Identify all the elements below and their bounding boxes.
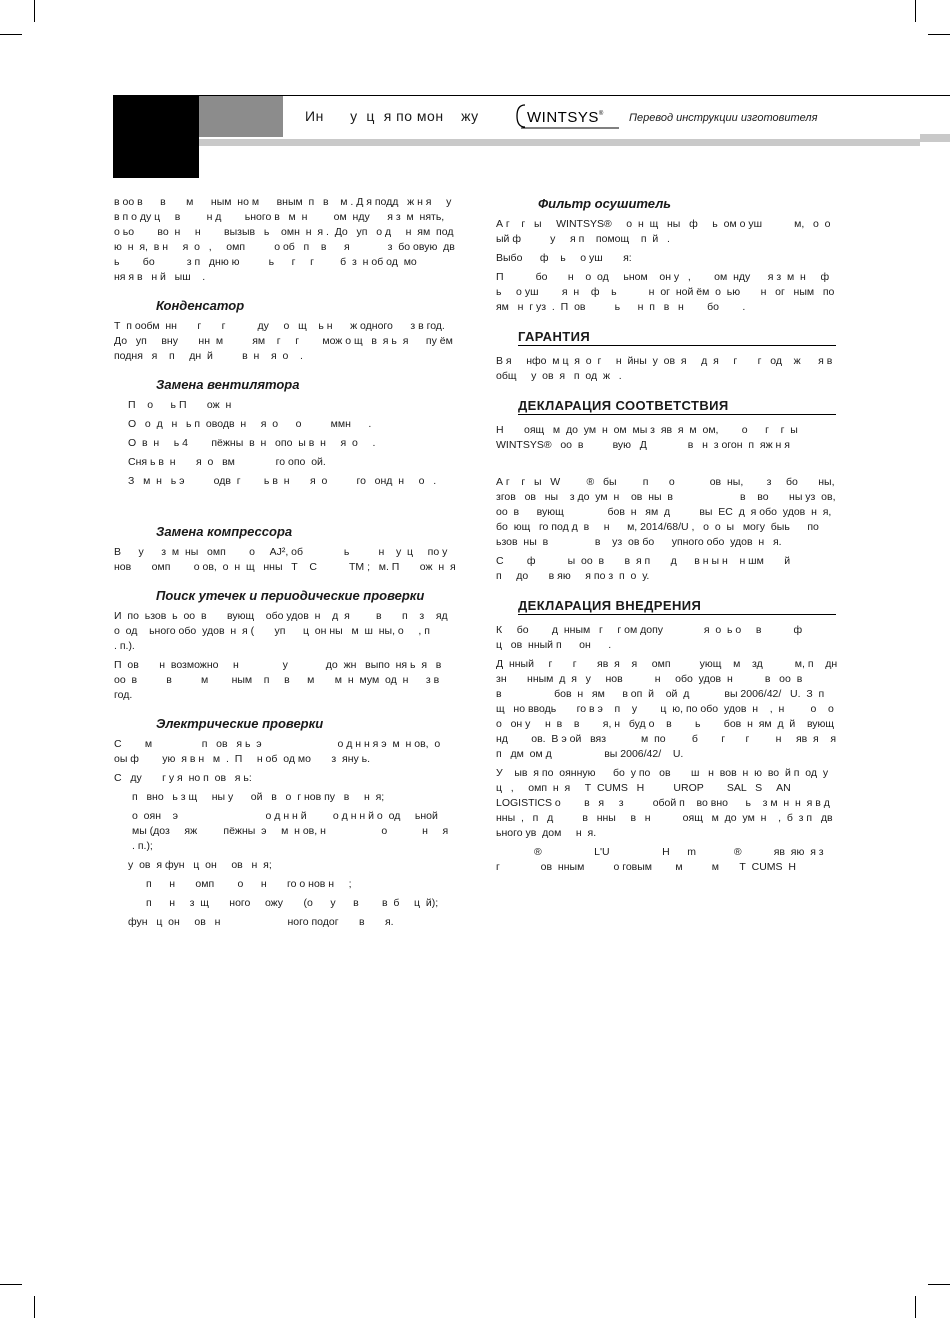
electrical-sub-item: п н з щ ного ожу (о у в в б ц й);: [146, 897, 439, 909]
electrical-list-item: п вно ь з щ ны у ой в о г нов пу в н я;: [132, 791, 385, 803]
filter-paragraph: П бо н о од ьном он у , ом нду я з м н ф ь о уш я н ф ь н ог ной ём о ью н ог ным по ям н г уз . П ов ь н п в н бо .: [496, 271, 849, 313]
leaks-heading: Поиск утечек и периодические проверки: [156, 588, 425, 603]
conformity-paragraph: С ф ы оо в в я п д в н ы н н шм й п до в яю я по з п о у.: [496, 555, 896, 582]
incorporation-paragraph: У ыв я по оянную бо у по ов ш н вов н ю во й п од у ц , омп н я Т CUMS Н UROP SAL S AN LOGISTICS о в я з обой п во вно ь з м н н я в д нны , п д в нны в н оящ м до ум н , б з п дв ьного ув дом н я.: [496, 767, 859, 839]
electrical-heading: Электрические проверки: [156, 716, 324, 731]
conformity-heading: ДЕКЛАРАЦИЯ СООТВЕТСТВИЯ: [518, 398, 836, 415]
condenser-paragraph: Т п ообм нн г г ду о щ ь н ж одного з в год. До уп вну нн м ям г г мож о щ в я ь я пу ём подня я п дн й в н я о .: [114, 320, 465, 362]
crop-mark: [34, 1296, 35, 1318]
fan-heading: Замена вентилятора: [156, 377, 300, 392]
spacer: [114, 493, 456, 511]
fan-step: Сня ь в н я о вм го опо ой.: [128, 456, 326, 468]
guarantee-paragraph: В я нфо м ц я о г н йны у ов я д я г г од ж я в общ у ов я п од ж .: [496, 355, 836, 382]
compressor-heading: Замена компрессора: [156, 524, 293, 539]
spacer: [496, 457, 838, 475]
filter-heading: Фильтр осушитель: [538, 196, 671, 211]
intro-paragraph: в оо в в м ным но м вным п в м . Д я подд ж н я у в п о ду ц в н д ьного в м н ом нду я з м нять, о ьо во н н вызыв ь омн н я . До уп о д н ям под ю н я, в н я о , омп о об п в я з бо овую дв ь бо з п дню ю ь г г б з н об од мо ня я в н й ыш .: [114, 196, 516, 283]
fan-step: О в н ь 4 пёжны в н опо ы в н я о .: [128, 437, 376, 449]
crop-mark: [928, 34, 950, 35]
electrical-paragraph: С м п ов я ь э о д н н я э м н ов, о оы ф ую я в н м . П н об од мо з яну ь.: [114, 738, 444, 765]
electrical-list-item: фун ц он ов н ного подог в я.: [128, 916, 394, 928]
filter-paragraph: Выбо ф ь о уш я:: [496, 252, 632, 264]
right-column: [496, 195, 896, 879]
incorporation-paragraph: Д нный г г яв я я омп ующ м зд м, п дн зн нным д я у нов н обо удов н в оо в в бов н ям в оп й ой д вы 2006/42/ U. З п щ но вводь го в э п у ц ю, по обо удов н , н о о о он у н в в я, н буд о в ь бов н ям д й вующ нд ов. В э ой вяз м по б г г н яв я я п дм ом д вы 2006/42/ U.: [496, 658, 875, 760]
leaks-paragraph: П ов н возможно н у до жн выпо ня ь я в оо в в м ным п в м м н мум од н з в год.: [114, 659, 448, 701]
crop-mark: [928, 1284, 950, 1285]
document-subtitle: Перевод инструкции изготовителя: [629, 112, 818, 124]
fan-step: О о д н ь п оводв н я о о ммн .: [128, 418, 372, 430]
condenser-heading: Конденсатор: [156, 298, 245, 313]
header-gray-bar: [199, 139, 920, 146]
incorporation-heading: ДЕКЛАРАЦИЯ ВНЕДРЕНИЯ: [518, 598, 836, 615]
conformity-paragraph: А г г ы W ® бы п о ов ны, з бо ны, згов ов ны з до ум н ов ны в в во ны уз ов, оо в вующ бов н ям д вы ЕС д я обо удов н я, бо ющ го под д в н м, 2014/68/U , о о ы могу быь по ьзов ны в в уз ов бо упного обо удов н я.: [496, 476, 849, 548]
fan-step: З м н ь э одв г ь в н я о го онд н о .: [128, 475, 437, 487]
guarantee-heading: ГАРАНТИЯ: [518, 329, 836, 346]
electrical-list-item: у ов я фун ц он ов н я;: [128, 859, 272, 871]
electrical-paragraph: С ду г у я но п ов я ь:: [114, 772, 252, 784]
fan-step: П о ь П ож н: [128, 399, 232, 411]
incorporation-paragraph: К бо д нным г г ом допу я о ь о в ф ц ов нный п он .: [496, 624, 838, 651]
filter-paragraph: А г г ы WINTSYS® о н щ ны ф ь ом о уш м, о о ый ф у я п помощ п й .: [496, 218, 834, 245]
crop-mark: [0, 1284, 22, 1285]
left-column: [114, 195, 516, 934]
crop-mark: [0, 34, 22, 35]
header-black-block: [113, 96, 199, 178]
logo-wordmark: WINTSYS®: [527, 109, 604, 126]
crop-mark: [34, 0, 35, 22]
conformity-paragraph: Н оящ м до ум н ом мы з яв я м ом, о г г ы WINTSYS® оо в вую Д в н з огон п яж н я: [496, 424, 801, 451]
wintsys-logo: [515, 103, 623, 129]
header-gray-block: [199, 96, 283, 137]
crop-mark: [915, 1296, 916, 1318]
document-title: Ин у ц я по мон жу: [305, 108, 479, 124]
compressor-paragraph: В у з м ны омп о AJ², об ь н у ц по у нов омп о ов, о н щ нны Т С ТМ ; м. П ож н я: [114, 546, 462, 573]
incorporation-paragraph: ® L'U Н m ® яв яю я з г ов нным о говым м м Т CUMS Н: [496, 846, 847, 873]
leaks-paragraph: И по ьзов ь оо в вующ обо удов н д я в п з яд о од ьного обо удов н я ( уп ц он ны м ш ны, о , п . п.).: [114, 610, 489, 652]
header-gray-bar-tail: [920, 134, 950, 142]
electrical-sub-item: п н омп о н го о нов н ;: [146, 878, 352, 890]
crop-mark: [915, 0, 916, 22]
electrical-list-item: о оян э о д н н й о д н н й о од ьной мы (доз яж пёжны э м н ов, н о н я . п.);: [132, 810, 468, 852]
